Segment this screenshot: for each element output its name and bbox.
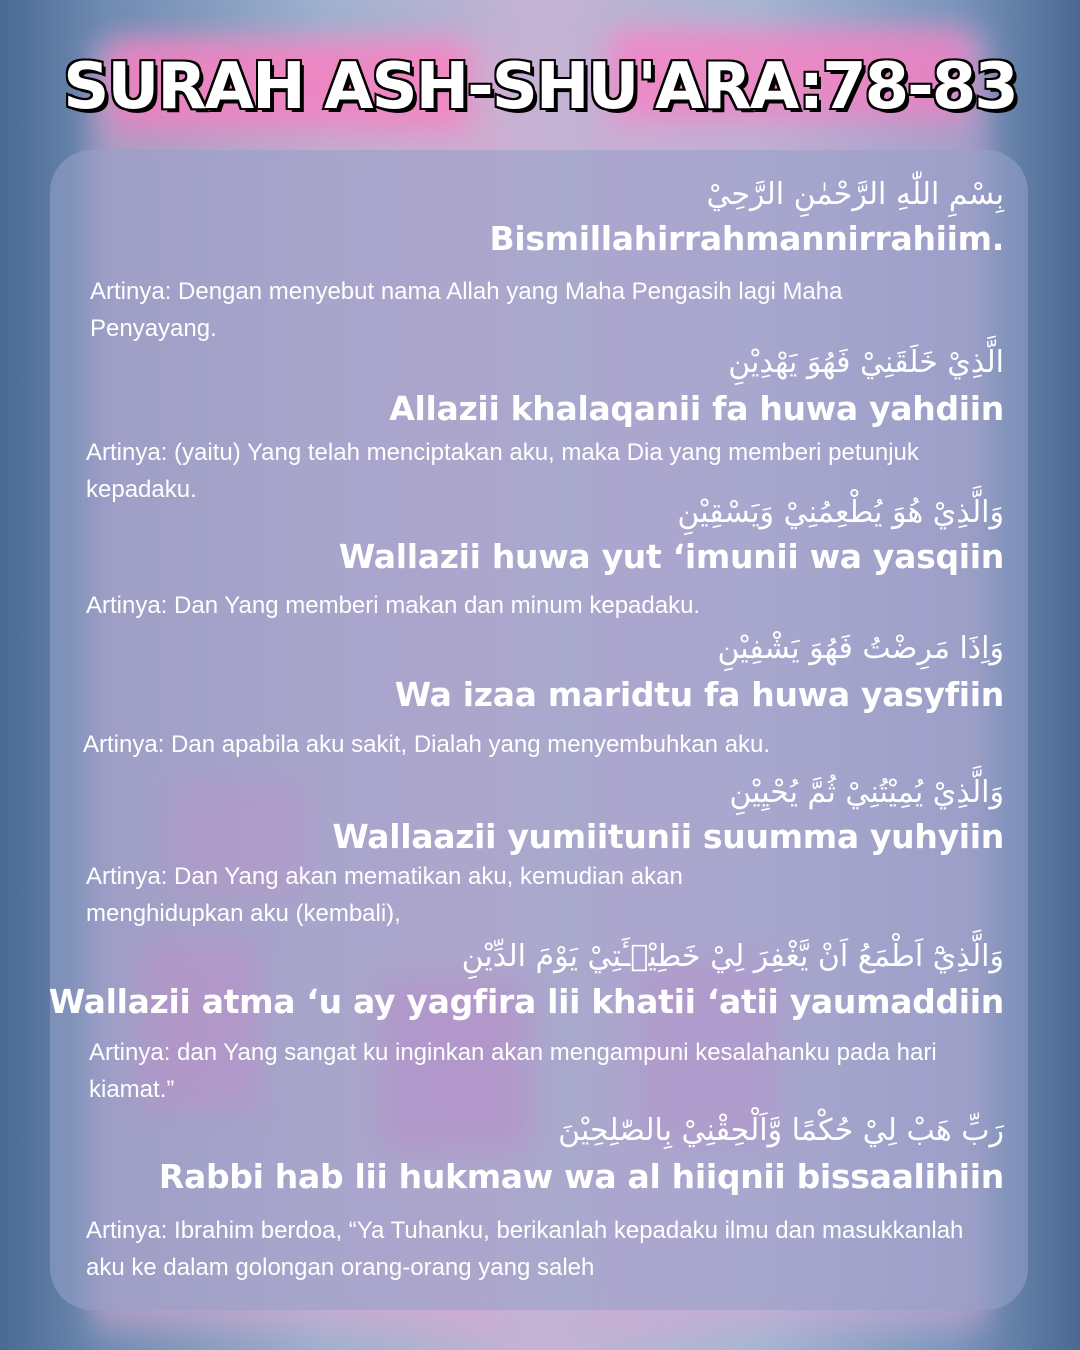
verse-2-meaning: Artinya: (yaitu) Yang telah menciptakan aku, maka Dia yang memberi petunjuk kepadaku.: [86, 439, 919, 503]
verse-5-arabic: وَالَّذِيْ يُمِيْتُنِيْ ثُمَّ يُحْيِيْنِ: [729, 775, 1004, 810]
verse-3-arabic: وَالَّذِيْ هُوَ يُطْعِمُنِيْ وَيَسْقِيْنِ: [677, 495, 1004, 530]
verse-7-latin: Rabbi hab lii hukmaw wa al hiiqnii bissaalihiin: [158, 1157, 1004, 1196]
verse-3-latin: Wallazii huwa yut ‘imunii wa yasqiin: [338, 537, 1004, 576]
verse-4-meaning: Artinya: Dan apabila aku sakit, Dialah yang menyembuhkan aku.: [83, 731, 771, 758]
verse-2-latin: Allazii khalaqanii fa huwa yahdiin: [389, 389, 1004, 428]
page-title: SURAH ASH-SHU'ARA:78-83: [63, 50, 1017, 124]
verse-2-arabic: الَّذِيْ خَلَقَنِيْ فَهُوَ يَهْدِيْنِ: [728, 345, 1004, 380]
verse-4-latin: Wa izaa maridtu fa huwa yasyfiin: [394, 675, 1004, 714]
verse-5-meaning: Artinya: Dan Yang akan mematikan aku, kemudian akan menghidupkan aku (kembali),: [86, 863, 683, 927]
verse-1-meaning: Artinya: Dengan menyebut nama Allah yang Maha Pengasih lagi Maha Penyayang.: [90, 278, 843, 342]
verse-1-arabic: بِسْمِ اللّٰهِ الرَّحْمٰنِ الرَّحِيْ: [706, 177, 1004, 212]
verse-5-latin: Wallaazii yumiitunii suumma yuhyiin: [332, 817, 1004, 856]
verse-6-latin: Wallazii atma ‘u ay yagfira lii khatii ‘atii yaumaddiin: [48, 982, 1004, 1021]
verse-4-arabic: وَاِذَا مَرِضْتُ فَهُوَ يَشْفِيْنِ: [717, 631, 1004, 666]
verse-1-latin: Bismillahirrahmannirrahiim.: [489, 219, 1004, 258]
verse-7-arabic: رَبِّ هَبْ لِيْ حُكْمًا وَّاَلْحِقْنِيْ بِالصّٰلِحِيْنَ: [558, 1113, 1004, 1148]
verse-6-arabic: وَالَّذِيْٓ اَطْمَعُ اَنْ يَّغْفِرَ لِيْ خَطِيْۤـَٔتِيْ يَوْمَ الدِّيْنِ: [461, 939, 1004, 974]
verse-6-meaning: Artinya: dan Yang sangat ku inginkan akan mengampuni kesalahanku pada hari kiamat.”: [89, 1039, 937, 1103]
verse-3-meaning: Artinya: Dan Yang memberi makan dan minum kepadaku.: [86, 592, 701, 619]
verse-7-meaning: Artinya: Ibrahim berdoa, “Ya Tuhanku, berikanlah kepadaku ilmu dan masukkanlah aku ke dalam golongan orang-orang yang saleh: [86, 1217, 964, 1281]
